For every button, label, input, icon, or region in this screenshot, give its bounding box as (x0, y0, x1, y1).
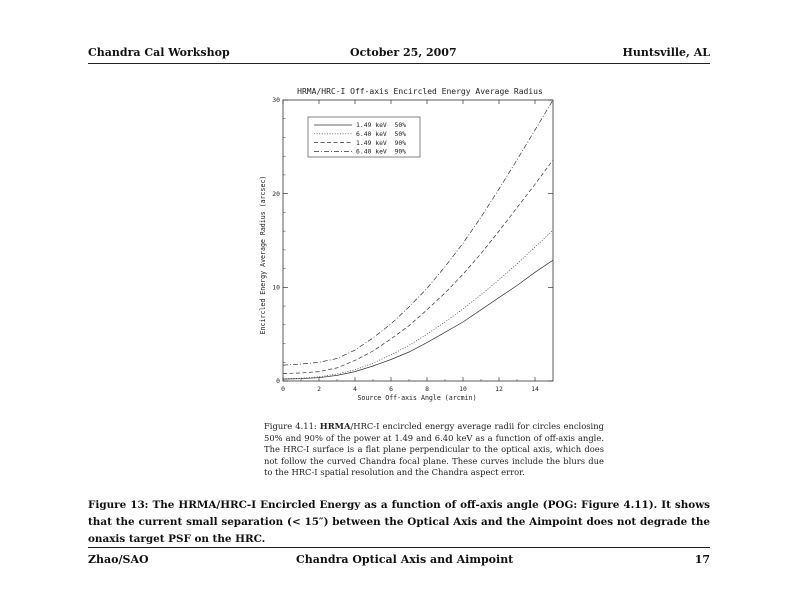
inner-caption-text: /HRC-I encircled energy average radii for circles enclosing 50% and 90% of the power at 1.49 and 6.40 keV as a function of off-axis angle. The HRC-I surface is a flat plane perpendicular to the optical axis, which does not follow the curved Chandra focal plane. These curves include the blurs due to the HRC-I spatial resolution and the Chandra aspect error. (264, 421, 604, 478)
header-date: October 25, 2007 (350, 46, 457, 59)
x-tick-label: 6 (389, 385, 393, 393)
page-footer (88, 553, 710, 569)
figure-caption: Figure 13: The HRMA/HRC-I Encircled Energy as a function of off-axis angle (POG: Figure 4.11). It shows that the current small separation (< 15″) between the Optical Axis and the Aimpoint does not degrade the onaxis target PSF on the HRC. (88, 499, 710, 545)
header-right: Huntsville, AL (622, 46, 710, 59)
series-line-2 (283, 230, 553, 379)
legend (308, 117, 420, 157)
inner-caption-bold: HRMA (319, 421, 351, 431)
x-tick-label: 14 (531, 385, 539, 393)
chart-title: HRMA/HRC-I Off-axis Encircled Energy Average Radius (297, 87, 543, 96)
x-tick-label: 4 (353, 385, 357, 393)
header-rule (88, 63, 710, 64)
figure-chart (250, 80, 570, 410)
x-tick-label: 8 (425, 385, 429, 393)
inner-caption-label: Figure 4.11: (264, 421, 317, 431)
page-header (88, 46, 710, 62)
header-left: Chandra Cal Workshop (88, 46, 230, 59)
x-tick-label: 2 (317, 385, 321, 393)
legend-label: 6.40 keV 50% (356, 130, 407, 138)
footer-left: Zhao/SAO (88, 553, 149, 566)
x-tick-label: 0 (281, 385, 285, 393)
legend-label: 6.40 keV 90% (356, 147, 407, 156)
y-axis-label: Encircled Energy Average Radius (arcsec) (259, 175, 267, 335)
x-tick-label: 10 (459, 385, 467, 393)
chart-svg (250, 80, 570, 410)
figure-inner-caption (264, 421, 604, 479)
footer-rule (88, 547, 710, 548)
page-number: 17 (694, 553, 710, 566)
y-tick-label: 10 (272, 283, 280, 292)
series-line-3 (283, 160, 553, 374)
footer-center: Chandra Optical Axis and Aimpoint (296, 553, 514, 566)
legend-label: 1.49 keV 90% (356, 138, 407, 147)
y-tick-label: 30 (272, 96, 280, 105)
x-tick-label: 12 (495, 385, 503, 393)
y-tick-label: 20 (272, 189, 280, 198)
legend-label: 1.49 keV 50% (356, 121, 407, 130)
y-tick-label: 0 (276, 377, 280, 386)
x-axis-label: Source Off-axis Angle (arcmin) (357, 394, 477, 402)
